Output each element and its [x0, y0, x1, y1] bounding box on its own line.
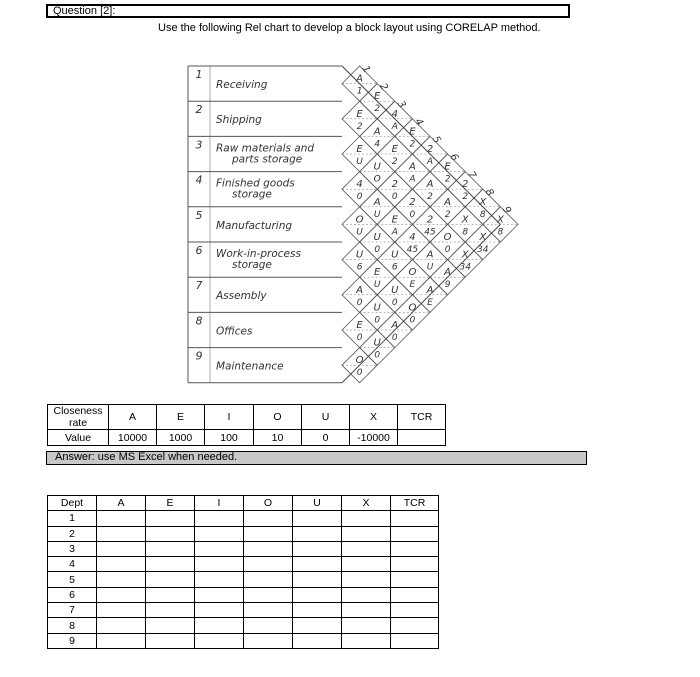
empty-cell [244, 572, 293, 587]
empty-cell [244, 526, 293, 541]
dept-number: 1 [195, 68, 203, 81]
rel-rating: O [355, 355, 364, 367]
rel-side-number: 2 [377, 81, 390, 93]
table-row [48, 587, 439, 602]
rel-reason: E [409, 280, 416, 291]
dept-name: Receiving [216, 79, 268, 91]
rel-reason: 2 [391, 157, 398, 167]
empty-cell [293, 526, 342, 541]
empty-cell [342, 603, 391, 618]
dept-number: 4 [195, 173, 203, 187]
rel-rating: A [426, 249, 434, 261]
rel-reason: 0 [374, 315, 381, 326]
empty-cell [391, 603, 439, 618]
rel-rating: U [373, 337, 381, 349]
empty-cell [146, 557, 195, 572]
dept-header-dept: Dept [48, 496, 97, 511]
rel-rating: U [373, 232, 381, 243]
dept-number: 9 [48, 633, 97, 648]
rel-rating: 4 [409, 232, 416, 243]
rel-rating: A [356, 284, 364, 296]
rel-rating: U [355, 249, 364, 261]
rel-reason: 0 [391, 192, 398, 203]
empty-cell [391, 587, 439, 602]
empty-cell [195, 557, 244, 572]
empty-cell [146, 587, 195, 602]
value-u: 0 [302, 430, 350, 446]
rel-rating: A [373, 196, 381, 208]
empty-cell [195, 633, 244, 648]
rel-side-number: 3 [394, 99, 408, 111]
empty-cell [342, 557, 391, 572]
empty-cell [195, 587, 244, 602]
empty-cell [146, 511, 195, 526]
rel-reason: 8 [497, 227, 504, 238]
empty-cell [293, 603, 342, 618]
empty-cell [195, 603, 244, 618]
header-tcr: TCR [398, 405, 446, 430]
rel-side-number: 8 [482, 187, 496, 199]
dept-number: 9 [195, 349, 203, 363]
rel-reason: 2 [462, 192, 469, 203]
dept-name: parts storage [232, 153, 303, 166]
rel-reason: 2 [374, 104, 381, 115]
empty-cell [293, 618, 342, 633]
empty-cell [146, 572, 195, 587]
rel-rating: 4 [356, 179, 363, 191]
rel-reason: U [356, 157, 363, 167]
table-row [48, 541, 439, 556]
dept-number: 3 [195, 138, 203, 152]
rel-reason: A [426, 157, 434, 167]
dept-number: 6 [48, 587, 97, 602]
empty-cell [146, 603, 195, 618]
rel-reason: 4 [374, 139, 381, 150]
rel-reason: 0 [356, 297, 363, 308]
header-x: X [350, 405, 398, 430]
dept-number: 5 [48, 572, 97, 587]
empty-cell [293, 587, 342, 602]
table-row [48, 633, 439, 648]
dept-number: 6 [195, 244, 203, 257]
empty-cell [195, 526, 244, 541]
dept-number: 7 [195, 279, 203, 293]
rel-rating: A [426, 179, 434, 191]
rel-reason: 6 [391, 262, 398, 273]
closeness-rate-label: Closeness rate [48, 405, 109, 430]
rel-reason: E [427, 297, 433, 308]
rel-reason: 2 [356, 121, 363, 132]
empty-cell [391, 526, 439, 541]
rel-reason: 1 [356, 86, 363, 97]
empty-cell [97, 541, 146, 556]
rel-reason: 45 [406, 245, 419, 255]
rel-rating: E [374, 267, 381, 279]
dept-name: storage [232, 188, 272, 201]
rel-rating: O [443, 232, 452, 243]
empty-cell [293, 511, 342, 526]
rel-rating: 2 [391, 179, 398, 191]
empty-cell [244, 587, 293, 602]
empty-cell [97, 572, 146, 587]
rel-rating: A [444, 267, 452, 279]
dept-number: 4 [48, 557, 97, 572]
dept-name: Assembly [216, 290, 267, 303]
rel-reason: 6 [356, 262, 363, 273]
rel-reason: 34 [459, 262, 471, 273]
dept-name: Finished goods [216, 177, 295, 190]
dept-number: 8 [48, 618, 97, 633]
empty-cell [391, 511, 439, 526]
instruction-text: Use the following Rel chart to develop a block layout using CORELAP method. [158, 22, 541, 34]
empty-cell [97, 557, 146, 572]
table-row [48, 572, 439, 587]
rel-rating: U [391, 284, 399, 296]
rel-reason: 0 [374, 245, 381, 255]
dept-name: Raw materials and [216, 142, 315, 155]
empty-cell [195, 541, 244, 556]
empty-cell [391, 633, 439, 648]
rel-side-number: 7 [465, 169, 478, 181]
rel-reason: 2 [444, 209, 451, 220]
rel-rating: A [444, 196, 452, 208]
rel-reason: 0 [391, 297, 398, 308]
rel-reason: 0 [444, 245, 451, 255]
rel-reason: U [373, 209, 381, 220]
rel-rating: E [356, 144, 363, 155]
rel-rating: O [408, 267, 417, 279]
dept-table [47, 495, 439, 649]
rel-rating: E [444, 161, 451, 173]
rel-reason: O [373, 174, 381, 185]
value-tcr [398, 430, 446, 446]
rel-side-number: 9 [500, 204, 513, 216]
dept-name: storage [232, 259, 272, 271]
empty-cell [146, 618, 195, 633]
dept-number: 5 [195, 208, 203, 222]
empty-cell [97, 526, 146, 541]
empty-cell [293, 633, 342, 648]
rel-rating: E [356, 108, 363, 120]
rel-rating: A [356, 73, 364, 85]
value-e: 1000 [157, 430, 205, 446]
table-row [48, 603, 439, 618]
rel-reason: U [373, 280, 381, 291]
rel-rating: E [391, 144, 398, 155]
rel-reason: 2 [427, 192, 433, 203]
rel-rating: 2 [462, 179, 469, 191]
empty-cell [195, 511, 244, 526]
dept-number: 2 [48, 526, 97, 541]
rel-rating: X [479, 196, 487, 208]
empty-cell [293, 557, 342, 572]
answer-note: Answer: use MS Excel when needed. [46, 451, 587, 465]
rel-reason: 0 [391, 333, 398, 343]
dept-name: Offices [216, 325, 253, 338]
rel-rating: U [391, 249, 399, 261]
rel-side-number: 4 [412, 116, 425, 128]
empty-cell [244, 633, 293, 648]
rel-rating: O [355, 214, 364, 226]
dept-header-x: X [342, 496, 391, 511]
empty-cell [195, 572, 244, 587]
rel-rating: E [374, 91, 381, 103]
dept-name: Shipping [216, 114, 262, 127]
dept-header-e: E [146, 496, 195, 511]
rel-reason: 9 [444, 280, 451, 291]
rel-rating: A [391, 320, 399, 331]
rel-rating: 2 [426, 214, 434, 226]
dept-number: 8 [195, 314, 203, 328]
dept-number: 3 [48, 541, 97, 556]
empty-cell [391, 618, 439, 633]
dept-header-a: A [97, 496, 146, 511]
empty-cell [342, 633, 391, 648]
empty-cell [244, 557, 293, 572]
empty-cell [342, 572, 391, 587]
header-a: A [109, 405, 157, 430]
rel-rating: 4 [391, 108, 398, 120]
value-i: 100 [205, 430, 254, 446]
rel-reason: U [356, 227, 363, 238]
rel-side-number: 1 [359, 64, 373, 76]
rel-rating: X [496, 214, 504, 226]
rel-reason: 0 [356, 368, 363, 379]
rel-reason: 8 [462, 227, 469, 238]
empty-cell [342, 511, 391, 526]
rel-rating: X [461, 249, 469, 261]
rel-reason: A [409, 174, 416, 185]
table-row [48, 526, 439, 541]
rel-side-number: 6 [447, 152, 461, 164]
table-row [48, 557, 439, 572]
empty-cell [342, 541, 391, 556]
dept-header-u: U [293, 496, 342, 511]
rel-rating: U [373, 161, 381, 173]
rel-reason: 2 [444, 174, 451, 185]
empty-cell [97, 587, 146, 602]
rel-rating: A [408, 161, 416, 173]
empty-cell [195, 618, 244, 633]
value-x: -10000 [350, 430, 398, 446]
rel-reason: 0 [356, 192, 363, 203]
empty-cell [97, 618, 146, 633]
rel-rating: E [356, 320, 363, 331]
empty-cell [97, 633, 146, 648]
dept-header-i: I [195, 496, 244, 511]
empty-cell [391, 572, 439, 587]
rel-rating: 2 [426, 144, 434, 155]
empty-cell [244, 618, 293, 633]
dept-name: Manufacturing [216, 219, 293, 232]
empty-cell [293, 541, 342, 556]
empty-cell [97, 603, 146, 618]
empty-cell [146, 526, 195, 541]
rel-rating: X [479, 232, 487, 243]
dept-header-tcr: TCR [391, 496, 439, 511]
rel-rating: U [373, 302, 381, 314]
header-o: O [254, 405, 302, 430]
rel-reason: U [426, 262, 434, 273]
dept-name: Work-in-process [216, 248, 301, 260]
empty-cell [244, 541, 293, 556]
empty-cell [391, 557, 439, 572]
rel-reason: 34 [477, 245, 489, 255]
rel-rating: E [409, 126, 416, 138]
rel-reason: 2 [409, 139, 416, 150]
empty-cell [342, 587, 391, 602]
table-row [48, 511, 439, 526]
dept-number: 7 [48, 603, 97, 618]
empty-cell [293, 572, 342, 587]
header-i: I [205, 405, 254, 430]
rel-rating: X [461, 214, 469, 226]
rel-reason: 0 [409, 315, 416, 326]
dept-number: 1 [48, 511, 97, 526]
empty-cell [97, 511, 146, 526]
value-label: Value [48, 430, 109, 446]
rel-reason: 0 [374, 350, 381, 361]
rel-rating: E [391, 214, 398, 226]
rel-side-number: 5 [429, 134, 443, 146]
dept-name: Maintenance [216, 360, 284, 373]
empty-cell [244, 603, 293, 618]
empty-cell [342, 526, 391, 541]
empty-cell [342, 618, 391, 633]
rel-reason: A [391, 227, 398, 238]
header-e: E [157, 405, 205, 430]
value-o: 10 [254, 430, 302, 446]
rel-rating: O [408, 302, 417, 314]
question-label: Question [2]: [46, 4, 570, 18]
table-row [48, 618, 439, 633]
empty-cell [146, 541, 195, 556]
empty-cell [244, 511, 293, 526]
rel-reason: 0 [356, 333, 363, 343]
rel-reason: A [391, 121, 398, 132]
closeness-rate-table [47, 404, 446, 446]
header-u: U [302, 405, 350, 430]
empty-cell [391, 541, 439, 556]
rel-rating: A [426, 284, 434, 296]
value-a: 10000 [109, 430, 157, 446]
rel-reason: 0 [409, 209, 416, 220]
rel-reason: 45 [424, 227, 436, 238]
empty-cell [146, 633, 195, 648]
rel-rating: 2 [409, 196, 416, 208]
dept-number: 2 [195, 103, 203, 117]
rel-reason: 8 [479, 209, 486, 220]
rel-rating: A [373, 126, 381, 138]
dept-header-o: O [244, 496, 293, 511]
